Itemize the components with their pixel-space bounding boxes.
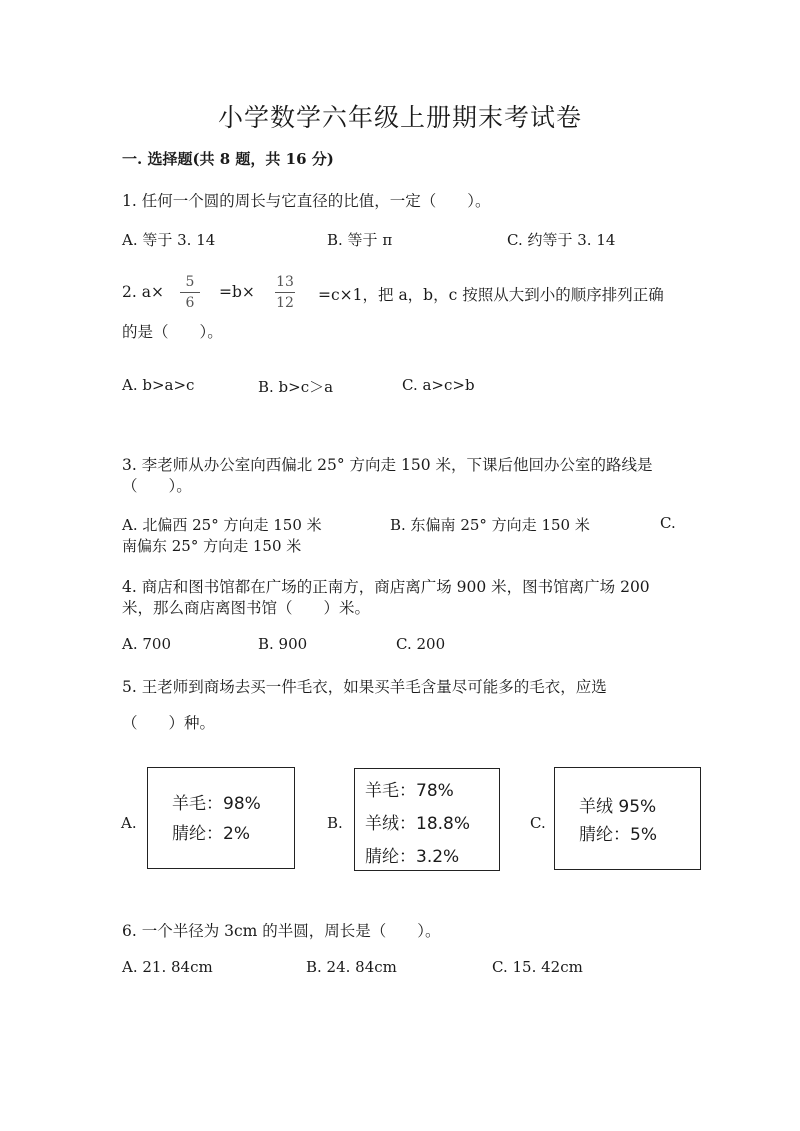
fraction-thirteen-twelfths [273,274,297,311]
question-2-part-b: =b× [219,283,255,301]
question-5-option-c-box [554,767,701,870]
question-1-option-a: A. 等于 3. 14 [122,231,216,249]
question-2-option-a: A. b>a>c [122,376,195,394]
question-3-option-c: C. [660,514,676,532]
question-5-line-1: 5. 王老师到商场去买一件毛衣，如果买羊毛含量尽可能多的毛衣，应选 [122,678,607,696]
fabric-line: 腈纶：3.2% [365,847,460,867]
question-1-text: 1. 任何一个圆的周长与它直径的比值，一定（ ）。 [122,192,491,210]
fabric-line: 羊绒：18.8% [365,814,471,834]
fraction-denominator: 6 [185,295,195,311]
question-5-option-c-label: C. [530,814,546,832]
question-6-option-a: A. 21. 84cm [122,958,213,976]
question-5-option-a-label: A. [121,814,137,832]
question-4-option-c: C. 200 [396,635,446,653]
question-3-line-1: 3. 李老师从办公室向西偏北 25° 方向走 150 米，下课后他回办公室的路线是 [122,456,653,474]
question-5-option-a-box [147,767,295,869]
question-1-option-b: B. 等于 π [327,231,393,249]
fabric-line: 腈纶：2% [172,824,250,844]
question-3-option-c-text: 南偏东 25° 方向走 150 米 [122,537,302,555]
fraction-bar [275,292,295,293]
question-6-option-c: C. 15. 42cm [492,958,583,976]
fraction-numerator: 5 [185,274,195,290]
question-5-option-b-label: B. [327,814,343,832]
fraction-bar [180,292,200,293]
question-6-option-b: B. 24. 84cm [306,958,397,976]
fraction-numerator: 13 [276,274,294,290]
fabric-line: 腈纶：5% [579,825,657,845]
question-4-option-b: B. 900 [258,635,308,653]
section-heading: 一. 选择题(共 8 题，共 16 分) [122,150,334,168]
fabric-line: 羊毛：98% [172,794,261,814]
question-6-text: 6. 一个半径为 3cm 的半圆，周长是（ ）。 [122,922,441,940]
page-title: 小学数学六年级上册期末考试卷 [217,103,582,132]
question-4-line-1: 4. 商店和图书馆都在广场的正南方，商店离广场 900 米，图书馆离广场 200 [122,578,650,596]
question-4-line-2: 米，那么商店离图书馆（ ）米。 [122,599,371,617]
fabric-line: 羊毛：78% [365,781,454,801]
question-2-option-b: B. b>c＞a [258,378,334,396]
question-2-option-c: C. a>c>b [402,376,475,394]
question-5-option-b-box [354,768,500,871]
fabric-line: 羊绒 95% [579,797,657,817]
fraction-denominator: 12 [276,295,294,311]
question-1-option-c: C. 约等于 3. 14 [507,231,616,249]
question-3-line-2: （ ）。 [122,477,192,495]
question-2-part-c: =c×1，把 a，b，c 按照从大到小的顺序排列正确 [318,286,664,304]
question-3-option-a: A. 北偏西 25° 方向走 150 米 [122,516,322,534]
question-5-line-2: （ ）种。 [122,714,216,732]
question-4-option-a: A. 700 [122,635,171,653]
question-2-part-a: 2. a× [122,283,164,301]
question-2-line-2: 的是（ ）。 [122,323,223,341]
question-3-option-b: B. 东偏南 25° 方向走 150 米 [390,516,590,534]
fraction-five-sixths [178,274,202,311]
